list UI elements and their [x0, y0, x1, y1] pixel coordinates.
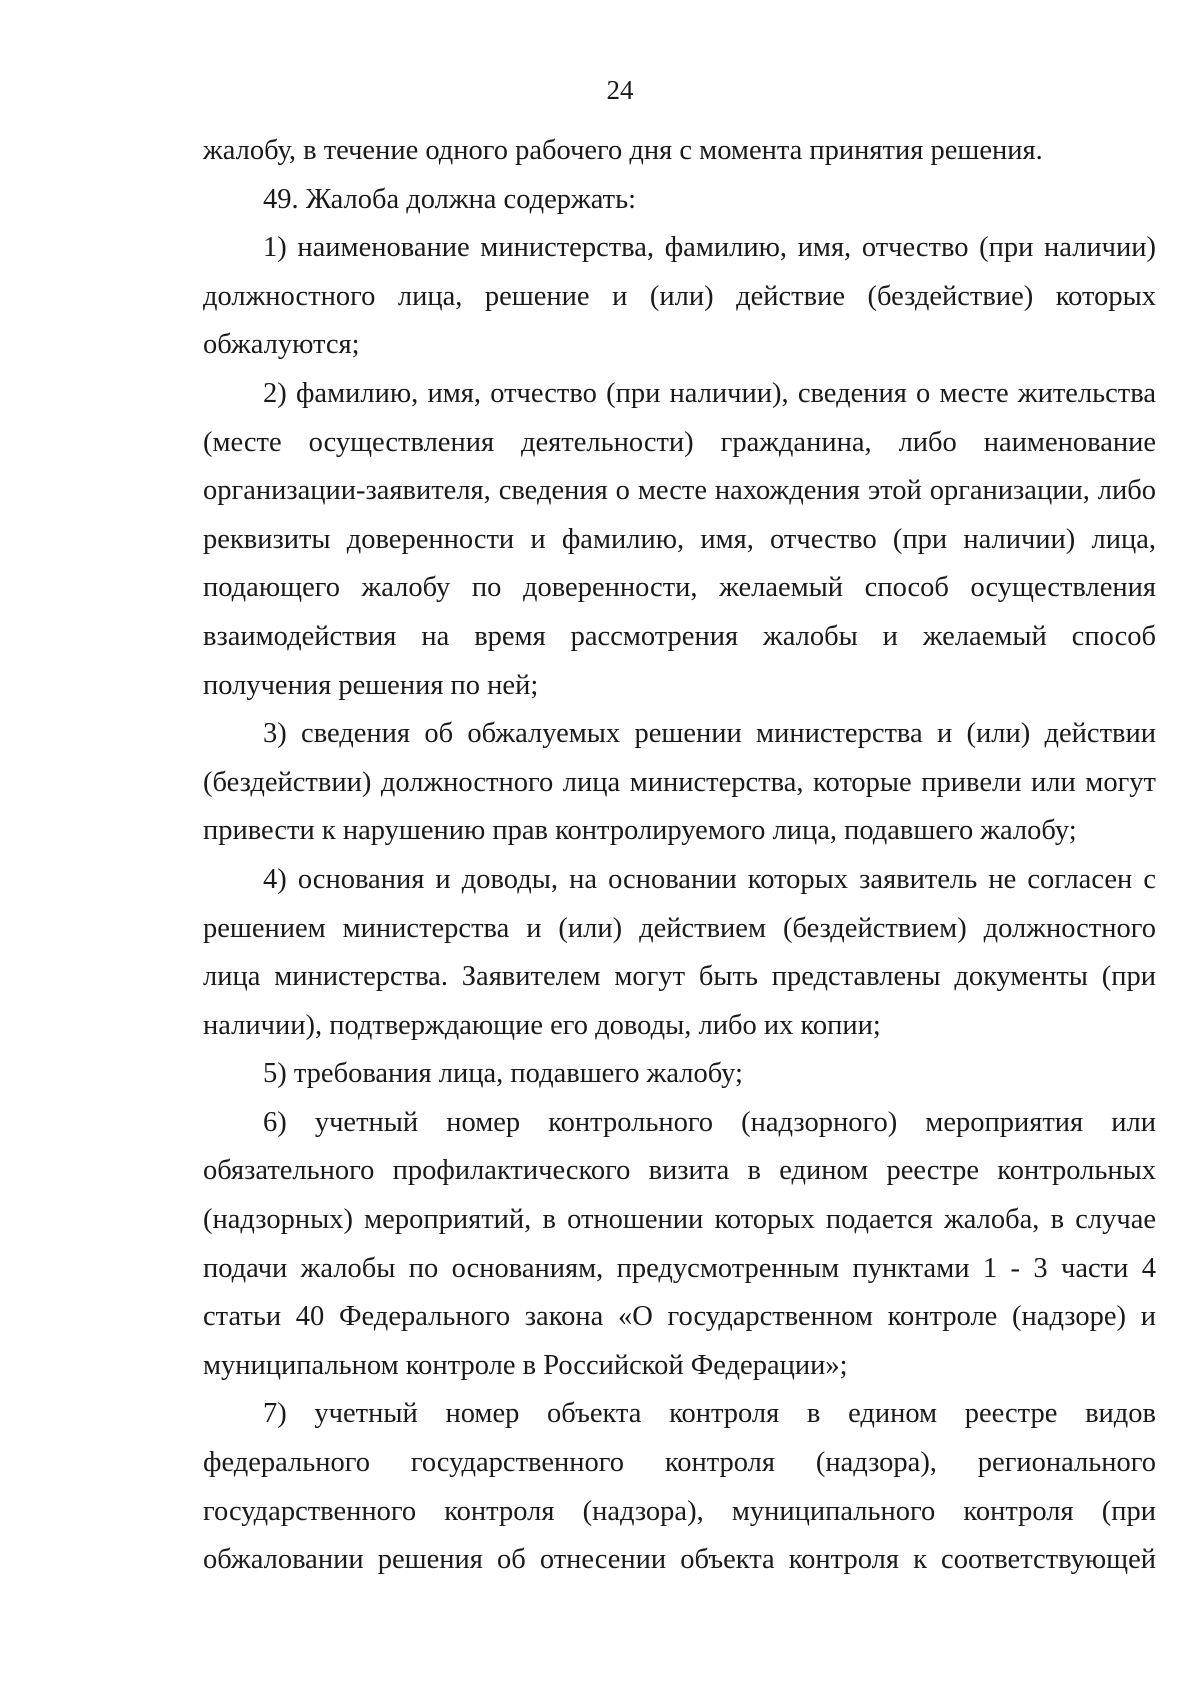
list-item-4: 4) основания и доводы, на основании которых заявитель не согласен с решением министерства и (или) действием (бездействием) должностного лица министерства. Заявителем могут быть представлены документы (при наличии), подтверждающие его доводы, либо их копии;: [203, 863, 1156, 1041]
document-body: [203, 127, 1156, 1585]
list-item-6: 6) учетный номер контрольного (надзорного) мероприятия или обязательного профилактического визита в едином реестре контрольных (надзорных) мероприятий, в отношении которых подается жалоба, в случае подачи жалобы по основаниям, предусмотренным пунктами 1 - 3 части 4 статьи 40 Федерального закона «О государственном контроле (надзоре) и муниципальном контроле в Российской Федерации»;: [203, 1106, 1156, 1381]
list-item-3: 3) сведения об обжалуемых решении министерства и (или) действии (бездействии) должностного лица министерства, которые привели или могут привести к нарушению прав контролируемого лица, подавшего жалобу;: [203, 718, 1156, 847]
list-item-2: 2) фамилию, имя, отчество (при наличии), сведения о месте жительства (месте осуществления деятельности) гражданина, либо наименование организации-заявителя, сведения о месте нахождения этой организации, либо реквизиты доверенности и фамилию, имя, отчество (при наличии) лица, подающего жалобу по доверенности, желаемый способ осуществления взаимодействия на время рассмотрения жалобы и желаемый способ получения решения по ней;: [203, 377, 1156, 701]
page-number: 24: [606, 75, 634, 105]
paragraph-49-heading: 49. Жалоба должна содержать:: [263, 183, 636, 215]
list-item-7: 7) учетный номер объекта контроля в едином реестре видов федерального государственного контроля (надзора), регионального государственного контроля (надзора), муниципального контроля (при обжаловании решения об отнесении объекта контроля к соответствующей: [203, 1398, 1156, 1576]
list-item-5: 5) требования лица, подавшего жалобу;: [263, 1058, 743, 1090]
list-item-1: 1) наименование министерства, фамилию, имя, отчество (при наличии) должностного лица, решение и (или) действие (бездействие) которых обжалуются;: [203, 232, 1156, 361]
paragraph-continuation: жалобу, в течение одного рабочего дня с момента принятия решения.: [203, 135, 1043, 166]
